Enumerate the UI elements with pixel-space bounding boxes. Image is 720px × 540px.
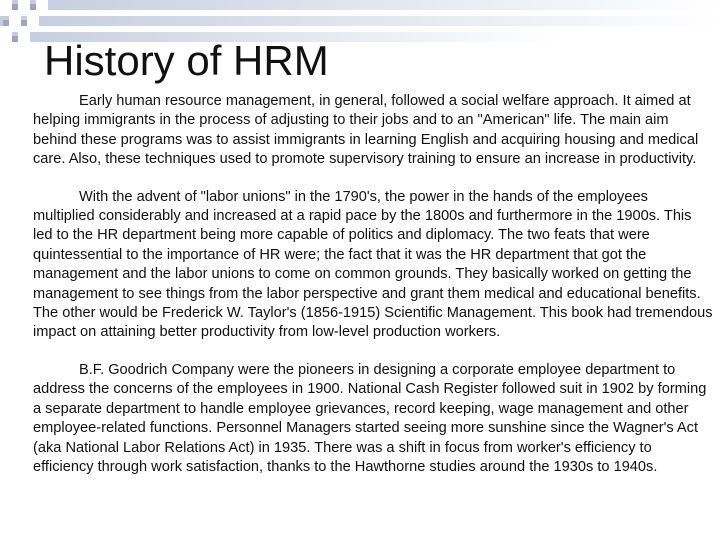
paragraph-employee-departments: B.F. Goodrich Company were the pioneers in designing a corporate employee department to address the concerns of the employees in 1900. National Cash Register followed suit in 1902 by forming a separate department to handle employee grievances, record keeping, wage management and other employee-related functions. Personnel Managers started seeing more sunshine since the Wagner's Act (aka National Labor Relations Act) in 1935. There was a shift in focus from worker's efficiency to efficiency through work satisfaction, thanks to the Hawthorne studies around the 1930s to 1940s. — [33, 361, 707, 475]
header-square-accent — [30, 4, 36, 10]
header-square — [36, 0, 48, 12]
header-square-accent — [21, 20, 27, 26]
header-square — [9, 16, 21, 28]
header-square — [27, 16, 39, 28]
paragraph-early-hrm: Early human resource management, in general, followed a social welfare approach. It aimed at helping immigrants in the process of adjusting to their jobs and to an "American" life. The main aim behind these programs was to assist immigrants in learning English and acquiring housing and medical care. Also, these techniques used to promote supervisory training to ensure an increase in productivity. — [33, 93, 699, 168]
slide-title: History of HRM — [44, 37, 329, 84]
header-square — [0, 32, 12, 44]
header-square-accent — [3, 20, 9, 26]
header-square — [0, 0, 12, 12]
paragraph-labor-unions: With the advent of "labor unions" in the 1790's, the power in the hands of the employees multiplied considerably and increased at a rapid pace by the 1800s and furthermore in the 1900s. This led to the HR department being more capable of politics and diplomacy. The two feats that were quintessential to the importance of HR were; the fact that it was the HR department that got the management and the labor unions to come on common grounds. They basically worked on getting the management to see things from the labor perspective and grant them medical and educational benefits. The other would be Frederick W. Taylor's (1856-1915) Scientific Management. This book had tremendous impact on attaining better productivity from low-level production workers. — [33, 188, 713, 341]
header-square-accent — [12, 36, 18, 42]
header-bar-top — [0, 0, 720, 10]
slide-body — [33, 92, 713, 495]
header-square — [18, 32, 30, 44]
header-square — [18, 0, 30, 12]
header-square-accent — [12, 4, 18, 10]
header-bar-middle — [0, 16, 720, 26]
